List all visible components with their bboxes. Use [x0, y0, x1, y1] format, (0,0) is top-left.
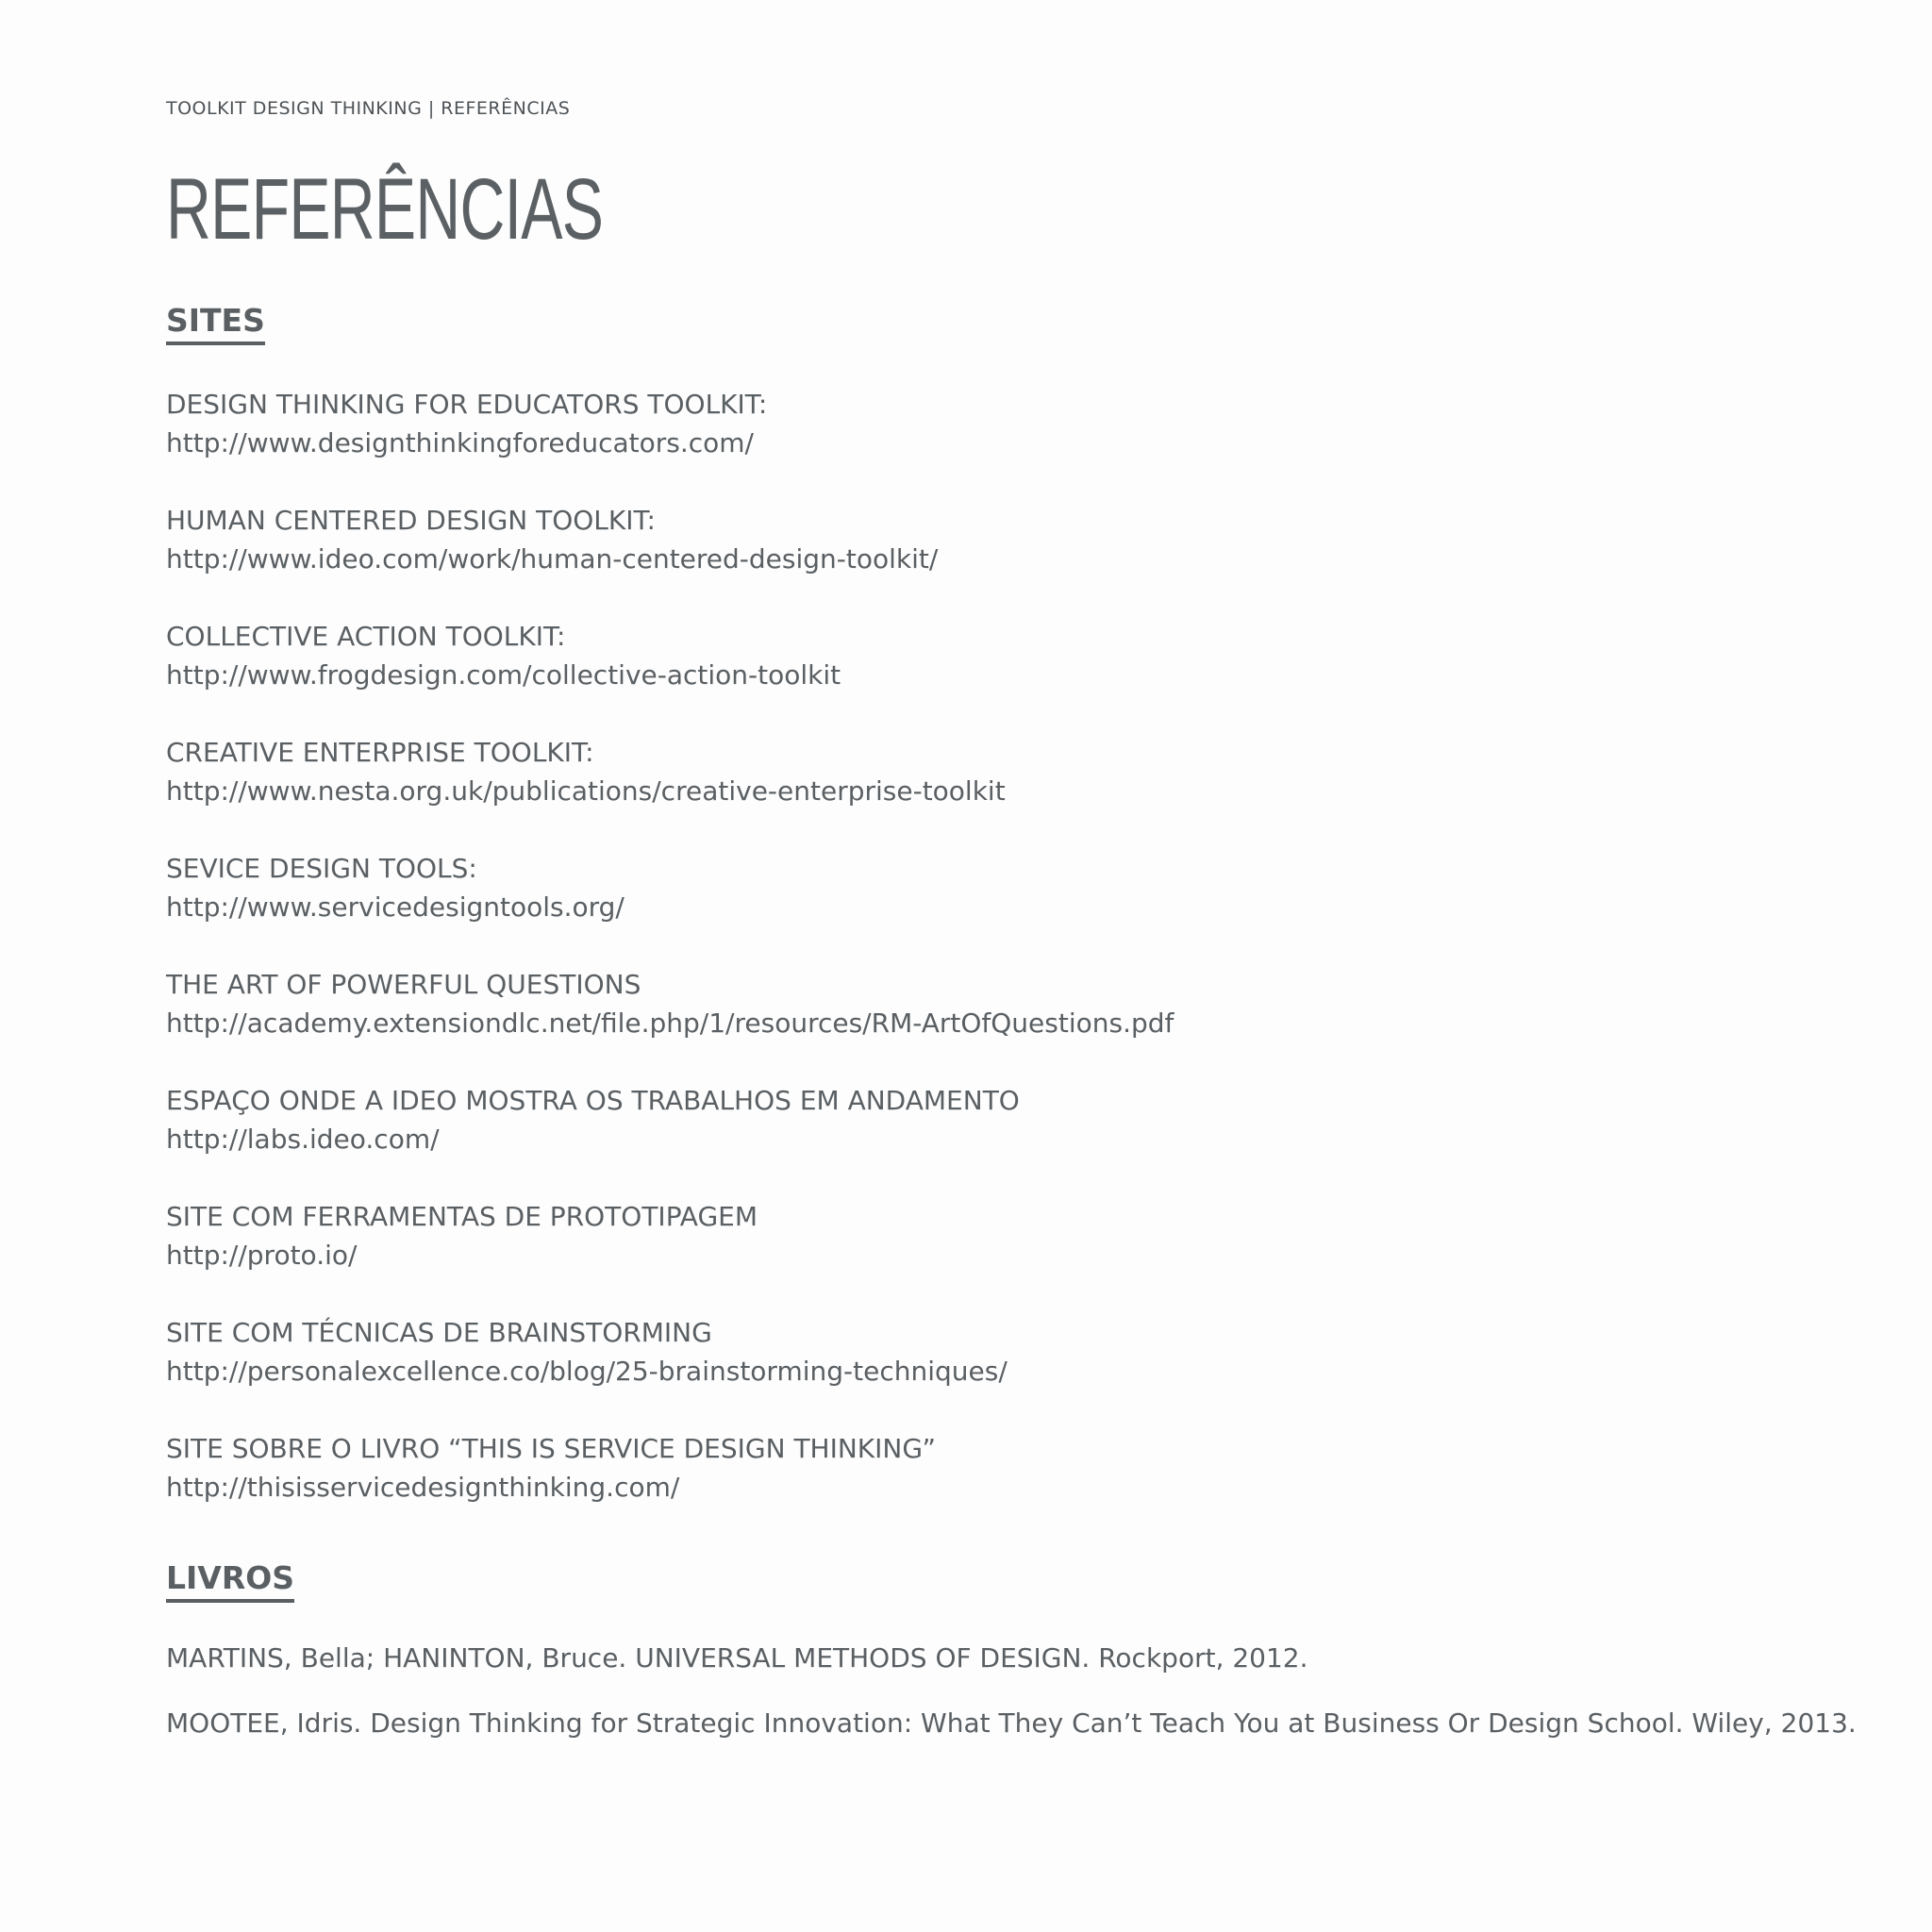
- livros-section: [166, 1507, 1883, 1742]
- site-title: ESPAÇO ONDE A IDEO MOSTRA OS TRABALHOS EM ANDAMENTO: [166, 1085, 1020, 1116]
- sites-heading: SITES: [166, 302, 265, 345]
- site-url: http://thisisservicedesignthinking.com/: [166, 1472, 680, 1503]
- site-url: http://www.frogdesign.com/collective-action-toolkit: [166, 659, 841, 691]
- site-entry: [166, 617, 1883, 694]
- site-entry: [166, 1429, 1883, 1507]
- site-entry: [166, 385, 1883, 462]
- site-url: http://www.ideo.com/work/human-centered-design-toolkit/: [166, 543, 939, 575]
- site-url: http://academy.extensiondlc.net/file.php/1/resources/RM-ArtOfQuestions.pdf: [166, 1008, 1174, 1039]
- livros-heading: LIVROS: [166, 1559, 294, 1603]
- site-url: http://labs.ideo.com/: [166, 1124, 440, 1155]
- site-entry: [166, 1197, 1883, 1274]
- site-entry: [166, 1081, 1883, 1158]
- site-entry: [166, 965, 1883, 1042]
- site-title: CREATIVE ENTERPRISE TOOLKIT:: [166, 737, 594, 768]
- site-url: http://www.designthinkingforeducators.com/: [166, 427, 754, 458]
- site-title: THE ART OF POWERFUL QUESTIONS: [166, 969, 641, 1000]
- site-title: SITE COM FERRAMENTAS DE PROTOTIPAGEM: [166, 1201, 758, 1232]
- book-entry: MOOTEE, Idris. Design Thinking for Strategic Innovation: What They Can’t Teach You at Business Or Design School. Wiley, 2013.: [166, 1707, 1857, 1739]
- site-entry: [166, 1313, 1883, 1391]
- sites-list: [166, 385, 1883, 1507]
- site-title: SITE COM TÉCNICAS DE BRAINSTORMING: [166, 1317, 712, 1348]
- books-list: [166, 1639, 1883, 1742]
- site-title: SITE SOBRE O LIVRO “THIS IS SERVICE DESIGN THINKING”: [166, 1433, 936, 1464]
- site-url: http://www.servicedesigntools.org/: [166, 891, 625, 923]
- running-header: TOOLKIT DESIGN THINKING | REFERÊNCIAS: [166, 98, 571, 119]
- site-url: http://personalexcellence.co/blog/25-brainstorming-techniques/: [166, 1356, 1008, 1387]
- site-title: COLLECTIVE ACTION TOOLKIT:: [166, 621, 566, 652]
- site-title: DESIGN THINKING FOR EDUCATORS TOOLKIT:: [166, 389, 768, 420]
- book-entry: MARTINS, Bella; HANINTON, Bruce. UNIVERSAL METHODS OF DESIGN. Rockport, 2012.: [166, 1642, 1308, 1674]
- site-entry: [166, 501, 1883, 578]
- site-entry: [166, 849, 1883, 926]
- site-url: http://www.nesta.org.uk/publications/creative-enterprise-toolkit: [166, 775, 1006, 807]
- site-url: http://proto.io/: [166, 1240, 358, 1271]
- sites-section: [166, 257, 1883, 1507]
- page-title: REFERÊNCIAS: [166, 161, 604, 258]
- site-title: SEVICE DESIGN TOOLS:: [166, 853, 477, 884]
- site-entry: [166, 733, 1883, 810]
- site-title: HUMAN CENTERED DESIGN TOOLKIT:: [166, 505, 656, 536]
- document-page: [166, 94, 1883, 1769]
